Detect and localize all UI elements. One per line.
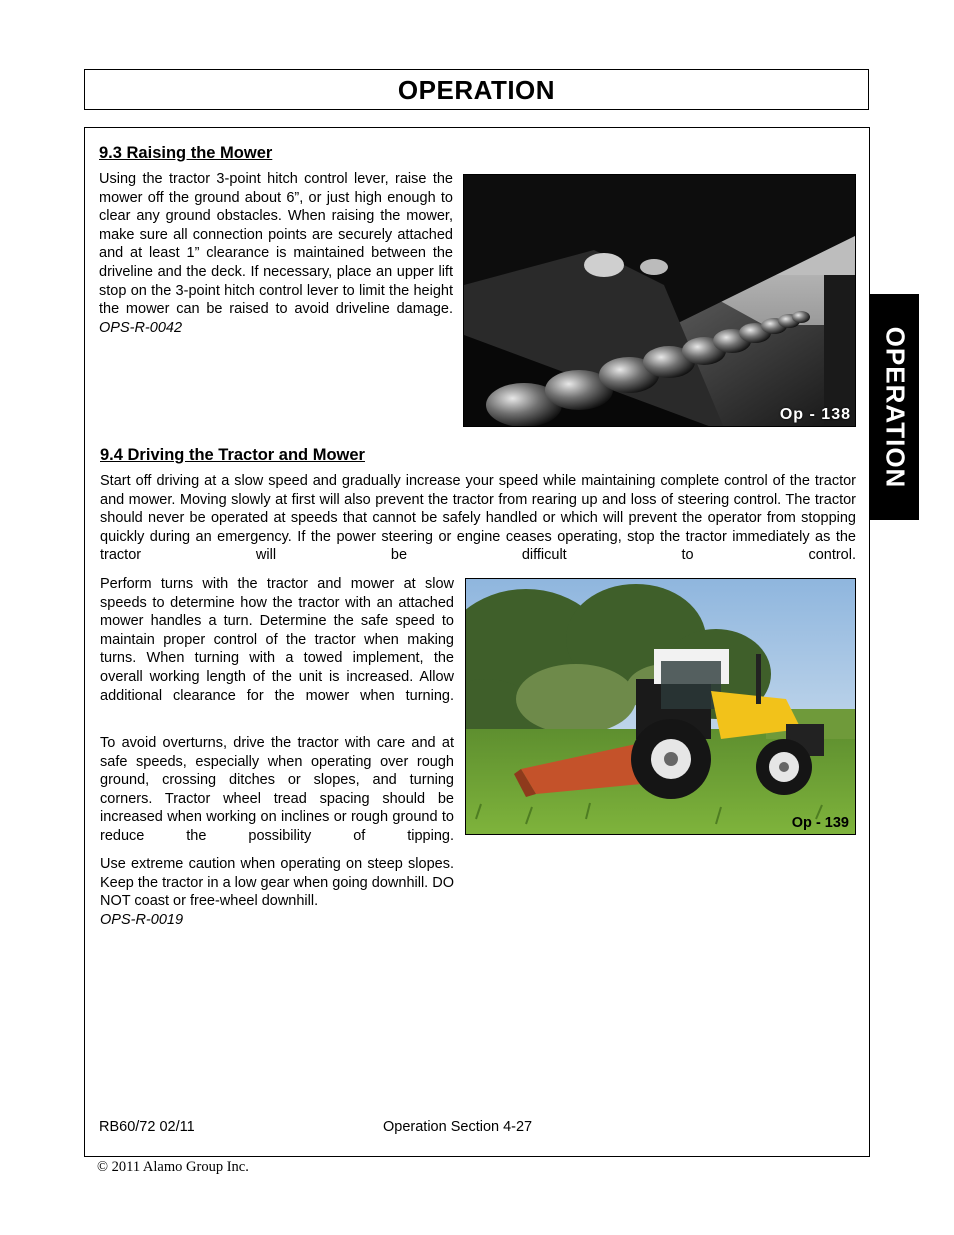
footer-model-date: RB60/72 02/11 — [99, 1119, 195, 1135]
section-side-tab — [870, 294, 919, 520]
figure-op-138-label: Op - 138 — [779, 406, 851, 423]
section-9-4-intro: Start off driving at a slow speed and gradually increase your speed while maintaining complete control of the tractor and mower. Moving slowly at first will also prevent the tractor from rearing up and loss of steering control. The tractor should never be operated at speeds that cannot be safely handled or which will prevent the operator from stopping quickly during an emergency. If the power steering or engine ceases operating, stop the tractor immediately as the tractor will be difficult to control. — [100, 473, 856, 564]
section-9-3-code: OPS-R-0042 — [99, 319, 183, 336]
figure-op-139-label: Op - 139 — [791, 815, 849, 831]
figure-op-138-photo — [463, 174, 856, 427]
section-9-3-text: Using the tractor 3-point hitch control lever, raise the mower off the ground about 6”, or just high enough to clear any ground obstacles. When raising the mower, make sure all connection points are securely attached and at least 1” clearance is maintained between the driveline and the deck. If necessary, place an upper lift stop on the 3-point hitch control lever to limit the height the mower can be raised to avoid driveline damage. — [99, 171, 453, 318]
tractor-mower-photo-image — [466, 579, 856, 835]
section-9-3-body — [99, 170, 453, 356]
page-title: OPERATION — [397, 75, 556, 105]
footer-section-page: Operation Section 4-27 — [383, 1119, 533, 1135]
section-9-4-overturns: To avoid overturns, drive the tractor with care and at safe speeds, especially when operating over rough ground, crossing ditches or slopes, and turning corners. Tractor wheel tread spacing should be increased when working on inclines or rough ground to reduce the possibility of tipping. — [100, 735, 454, 844]
section-9-4-turns: Perform turns with the tractor and mower at slow speeds to determine how the tractor with an attached mower handles a turn. Determine the safe speed to maintain proper control of the tractor when making turns. When turning with a towed implement, the overall working length of the unit is increased. Allow additional clearance for the mower when turning. — [100, 576, 454, 704]
section-9-4-code: OPS-R-0019 — [100, 911, 184, 928]
section-9-4-heading: 9.4 Driving the Tractor and Mower — [100, 446, 365, 464]
driveline-photo-image — [464, 175, 856, 427]
section-9-4-slopes-text: Use extreme caution when operating on steep slopes. Keep the tractor in a low gear when going downhill. DO NOT coast or free-wheel downhill. — [100, 856, 454, 910]
figure-op-139-photo — [465, 578, 856, 835]
section-9-4-slopes — [100, 855, 454, 929]
side-tab-label: OPERATION — [880, 326, 911, 488]
page-header — [84, 69, 869, 110]
section-9-3-heading: 9.3 Raising the Mower — [99, 144, 273, 162]
copyright-notice: © 2011 Alamo Group Inc. — [97, 1159, 249, 1175]
